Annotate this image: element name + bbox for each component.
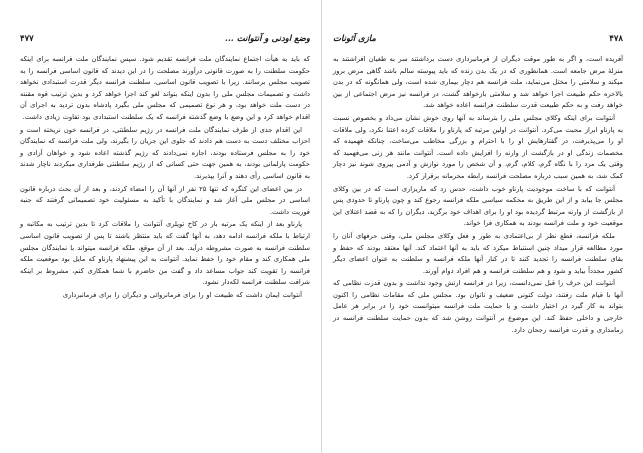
left-page-body bbox=[20, 54, 310, 301]
paragraph: آنتوانت برای اینکه وکلای مجلس ملی را بترساند به آنها روی خوش نشان می‌داد و بخصوص نسبت به پارناو ابراز محبت می‌کرد. آنتوانت در اولین مرتبه که پارناو را ملاقات کرده اعتنا نکرد، ولی ملاقات او را می‌پذیرفت، در گفتارهایش او را با احترام و بزرگی مخاطب می‌ساخت، چنانکه فهمیده که مخصمات زندگی او در بازگشت از وارنه را افزایش داده است. آنتوانت مانند هر زنی می‌فهمید که وقتی یک مرد را با نگاه گرم، کلام، گرم، و آن شخص را مورد نوازش و آدمی پیروی شوند نیز دچار کمک شد، به همین سبب درباره مصلحت فرانسه رابطه محرمانه برقرار کرد. bbox=[333, 113, 623, 180]
right-page-body bbox=[333, 54, 623, 336]
paragraph: آنتوانت ایمان داشت که طبیعت او را برای فرمانروائی و دیگران را برای فرمانبرداری bbox=[62, 290, 302, 299]
running-title: وضع اودنی و آنتوانت ... bbox=[224, 34, 310, 44]
page-number: ۴۷۸ bbox=[609, 34, 623, 44]
page-number: ۴۷۷ bbox=[20, 34, 34, 44]
left-page bbox=[20, 32, 310, 437]
right-page-header bbox=[333, 32, 623, 46]
paragraph: در بین اعضای این کنگره که تنها ۲۵ نفر از آنها آن را امضاء کردند، و بعد از آن بحث درباره قانون اساسی در مجلس ملی آغاز شد و نمایندگان با تأکید به مسئولیت خود تصمیماتی گرفتند که جنبه فوریت داشت. bbox=[20, 184, 310, 216]
running-title: مازی آثونات bbox=[333, 34, 376, 44]
book-gutter bbox=[321, 0, 322, 453]
left-page-header bbox=[20, 32, 310, 46]
right-page bbox=[333, 32, 623, 437]
paragraph: آفریده است، و اگر به طور موقت دیگران از فرمانبرداری دست برداشتند سر به طغیان افراشتند به منزلهٔ مرض جامعه است. همانطوری که در یک بدن زنده که باید پیوسته سالم باشد گاهی مرض بروز میکند و سلامتی را مختل می‌نماید، ملت فرانسه هم دچار بیماری شده است، ولی همانگونه که در بدن بالاخره حکم طبیعت اجرا خواهد شد و سلامتی بازخواهد گشت، در فرانسه نیز مرض اجتماعی از بین خواهد رفت و به حکم طبیعت قدرت سلطنت فرانسه اعاده خواهد شد. bbox=[333, 55, 623, 110]
paragraph: که باید به هیأت اجتماع نمایندگان ملت فرانسه تقدیم شود. سپس نمایندگان ملت فرانسه برای اینکه حکومت سلطنت را به صورت قانونی درآورند مصلحت را در این دیدند که قانون اساسی فرانسه را به تصویب مجلس برسانند. زیرا با تصویب قانون اساسی، سلطنت فرانسه دیگر قدرت استبدادی نخواهد داشت و تصمیمات مجلس ملی را بدون اینکه بتواند لغو کند اجرا خواهد کرد و بدین ترتیب قوه مقننه در دست ملت خواهد بود، و هر نوع تصمیمی که مجلس ملی بگیرد پادشاه بدون تردید به اجرای آن اقدام خواهد کرد و این وضع با وضع گذشته فرانسه که یک سلطنت استبدادی بود تفاوت زیادی داشت. bbox=[20, 55, 310, 121]
paragraph: این اقدام جدی از طرف نمایندگان ملت فرانسه در رژیم سلطنتی، در فرانسه خون نریخته است و احزاب مختلف دست به دست هم دادند که جلوی این جریان را بگیرند، ولی ملت فرانسه که نمایندگان خود را به مجلس فرستاده بودند، اجازه نمی‌دادند که رژیم گذشته اعاده شود و خواهان آزادی و حکومت پارلمانی بودند، به همین جهت حتی کسانی که از رژیم سلطنتی طرفداری میکردند ناچار شدند به قانون اساسی رأی دهند و آنرا بپذیرند. bbox=[20, 125, 310, 180]
paragraph: آنتوانت این حرف را قبل نمی‌دانست، زیرا در فرانسه ارتش وجود نداشت و بدون قدرت نظامی که آنها با قیام ملت رفتند، دولت کنونی ضعیف و ناتوان بود. مجلس ملی که مقامات نظامی را اکنون بتواند به کار گیرد در اختیار داشت و با حمایت ملت فرانسه میتوانست خود را در برابر هر عامل خارجی و داخلی حفظ کند. این موضوع بر آنتوانت روشن شد که بدون حمایت سلطنت فرانسه در زمامداری و قدرت فرانسه رجحان دارد. bbox=[333, 279, 623, 334]
paragraph: ملکه فرانسه، قطع نظر از بی‌اعتمادی به طور و فعل وکلای مجلس ملی، وقتی حرفهای آنان را مورد مطالعه قرار میداد چنین استنباط میکرد که باید به آنها اعتماد کند. آنها معتقد بودند که حفظ و بقای سلطنت فرانسه را تجدید کنند تا در کنار آنها ملکه فرانسه و سلطنت به عنوان اعضای دیگر کشور مجدداً بیاید و شود و هم سلطنت فرانسه و هم افراد دوام آورند. bbox=[333, 231, 623, 275]
paragraph: پارناو بعد از اینکه یک مرتبه بار در کاخ تویلری آنتوانت را ملاقات کرد تا بدین ترتیب به مکاتبه و ارتباط با ملکه فرانسه ادامه دهد، به آنها گفت که باید منتظر باشند تا پس از تصویب قانون اساسی سلطنت فرانسه به صورت مشروطه درآید. بعد از آن موقع، ملکه فرانسه میتواند با نمایندگان مجلس ملی همکاری کند و مقام خود را حفظ نماید. آنتوانت به این پیشنهاد پارناو که مایل بود موقعیت ملکه فرانسه را تقویت کند جواب مساعد داد و گفت من حاضرم با شما همکاری کنم، مشروط بر اینکه شرافت سلطنت فرانسه لکه‌دار نشود. bbox=[20, 220, 310, 287]
paragraph: آنتوانت که با ساخت موجودیت پارناو خوب داشت، حدس زد که ماریزاری است که در بین وکلای مجلس جا بیابد و از این طریق به محکمه سیاسی ملکه فرانسه رجوع کند و چون پارناو تا حدودی پس از بازگشت از وارنه مرتبط گردیده بود او را برای اهداف خود برگزید، دیگران را که به قصد اعتلای این موقعیت خود و ملت فرانسه بودند به همکاری فرا خواند. bbox=[333, 184, 623, 228]
